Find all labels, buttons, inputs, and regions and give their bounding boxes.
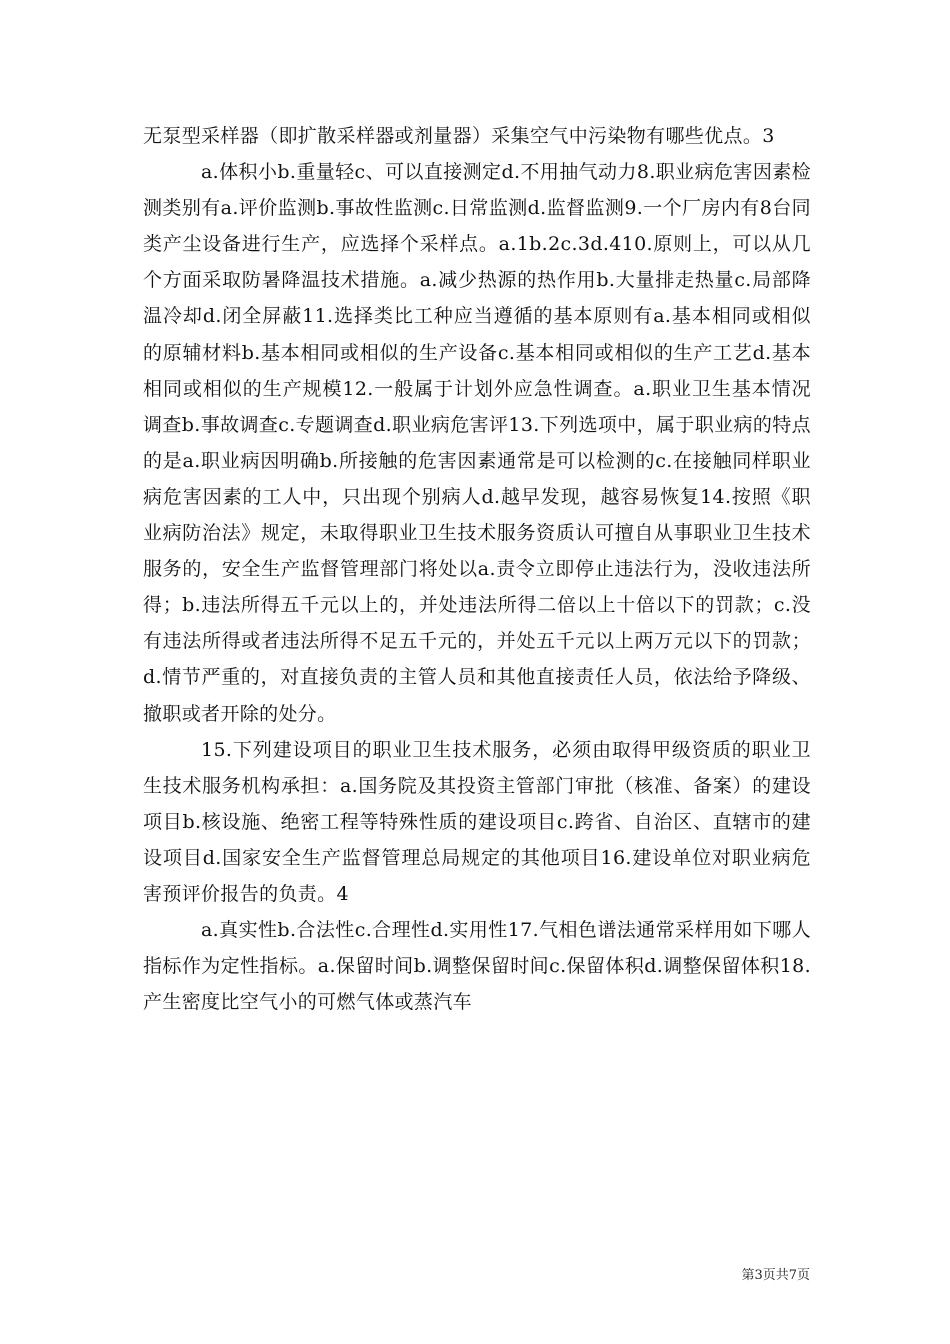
paragraph-3: 15.下列建设项目的职业卫生技术服务，必须由取得甲级资质的职业卫生技术服务机构承担：a.国务院及其投资主管部门审批（核准、备案）的建设项目b.核设施、绝密工程等特殊性质的建设项目c.跨省、自治区、直辖市的建设项目d.国家安全生产监督管理总局规定的其他项目16.建设单位对职业病危害预评价报告的负责。4 bbox=[143, 738, 811, 905]
document-body bbox=[143, 118, 811, 1020]
paragraph-1: 无泵型采样器（即扩散采样器或剂量器）采集空气中污染物有哪些优点。3 bbox=[143, 125, 775, 147]
page-number-footer: 第3页共7页 bbox=[741, 1268, 810, 1283]
paragraph-4: a.真实性b.合法性c.合理性d.实用性17.气相色谱法通常采样用如下哪人指标作为定性指标。a.保留时间b.调整保留时间c.保留体积d.调整保留体积18.产生密度比空气小的可燃气体或蒸汽车 bbox=[143, 919, 811, 1014]
paragraph-2: a.体积小b.重量轻c、可以直接测定d.不用抽气动力8.职业病危害因素检测类别有a.评价监测b.事故性监测c.日常监测d.监督监测9.一个厂房内有8台同类产尘设备进行生产，应选择个采样点。a.1b.2c.3d.410.原则上，可以从几个方面采取防暑降温技术措施。a.减少热源的热作用b.大量排走热量c.局部降温冷却d.闭全屏蔽11.选择类比工种应当遵循的基本原则有a.基本相同或相似的原辅材料b.基本相同或相似的生产设备c.基本相同或相似的生产工艺d.基本相同或相似的生产规模12.一般属于计划外应急性调查。a.职业卫生基本情况调查b.事故调查c.专题调查d.职业病危害评13.下列选项中，属于职业病的特点的是a.职业病因明确b.所接触的危害因素通常是可以检测的c.在接触同样职业病危害因素的工人中，只出现个别病人d.越早发现，越容易恢复14.按照《职业病防治法》规定，未取得职业卫生技术服务资质认可擅自从事职业卫生技术服务的，安全生产监督管理部门将处以a.责令立即停止违法行为，没收违法所得；b.违法所得五千元以上的，并处违法所得二倍以上十倍以下的罚款；c.没有违法所得或者违法所得不足五千元的，并处五千元以上两万元以下的罚款；d.情节严重的，对直接负责的主管人员和其他直接责任人员，依法给予降级、撤职或者开除的处分。 bbox=[143, 161, 811, 725]
